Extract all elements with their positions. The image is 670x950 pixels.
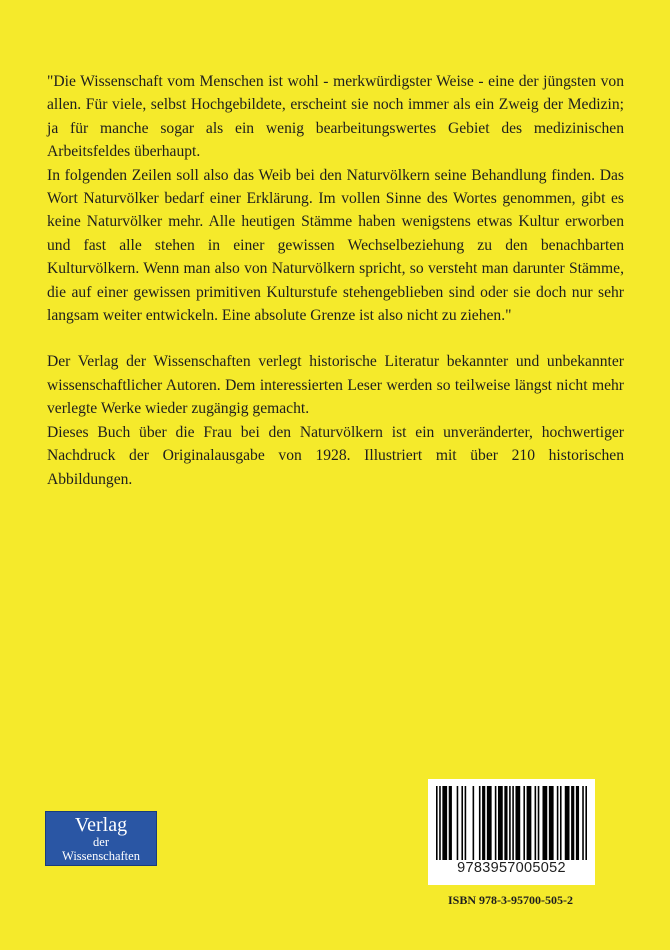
barcode-bar — [482, 786, 485, 860]
barcode-bar — [576, 786, 579, 860]
isbn-text: ISBN 978-3-95700-505-2 — [448, 893, 573, 907]
barcode-bar — [465, 786, 467, 860]
barcode-bar — [487, 786, 492, 860]
barcode-bar — [549, 786, 554, 860]
barcode-bar — [523, 786, 525, 860]
barcode-bar — [495, 786, 497, 860]
barcode-bar — [542, 786, 547, 860]
barcode-bar — [535, 786, 537, 860]
logo-line-verlag: Verlag — [74, 814, 128, 836]
logo-line-der: der — [93, 835, 109, 849]
back-cover-blurb — [47, 70, 624, 491]
barcode-bar — [515, 786, 520, 860]
barcode-bar — [461, 786, 463, 860]
publisher-paragraph-1: Der Verlag der Wissenschaften verlegt historische Literatur bekannter und unbekannter wissenschaftlicher Autoren. Dem interessierten Leser werden so teilweise längst nicht mehr verlegte Werke wieder zugängig gemacht. — [47, 353, 624, 418]
barcode-bar — [442, 786, 447, 860]
barcode-bar — [479, 786, 481, 860]
barcode-bar — [449, 786, 452, 860]
barcode-bar — [571, 786, 574, 860]
barcode-bar — [538, 786, 540, 860]
barcode-bar — [557, 786, 559, 860]
barcode — [428, 779, 595, 885]
logo-line-wissenschaften: Wissenschaften — [62, 849, 140, 863]
barcode-bar — [439, 786, 441, 860]
barcode-number: 9783957005052 — [457, 860, 566, 876]
barcode-bar — [560, 786, 562, 860]
barcode-bar — [582, 786, 584, 860]
barcode-bar — [498, 786, 503, 860]
barcode-bar — [504, 786, 507, 860]
paragraph-gap — [47, 327, 624, 350]
barcode-bar — [509, 786, 511, 860]
publisher-logo — [45, 811, 157, 866]
barcode-bar — [527, 786, 532, 860]
barcode-bar — [512, 786, 514, 860]
barcode-bar — [436, 786, 438, 860]
publisher-paragraph-2: Dieses Buch über die Frau bei den Naturvölkern ist ein unveränderter, hochwertiger Nachdruck der Originalausgabe von 1928. Illustriert mit über 210 historischen Abbildungen. — [47, 423, 624, 488]
barcode-bar — [457, 786, 459, 860]
barcode-bar — [565, 786, 570, 860]
quote-paragraph-2: In folgenden Zeilen soll also das Weib bei den Naturvölkern seine Behandlung finden. Das Wort Naturvölker bedarf einer Erklärung. Im vollen Sinne des Wortes genommen, gibt es keine Naturvölker mehr. Alle heutigen Stämme haben wenigstens etwas Kultur erworben und fast alle stehen in einer gewissen Wechselbeziehung zu den benachbarten Kulturvölkern. Wenn man also von Naturvölkern spricht, so versteht man darunter Stämme, die auf einer gewissen primitiven Kulturstufe stehengeblieben sind oder sie doch nur sehr langsam weiter entwickeln. Eine absolute Grenze ist also nicht zu ziehen." — [47, 166, 624, 325]
barcode-bar — [585, 786, 587, 860]
barcode-bar — [473, 786, 475, 860]
barcode-bars — [436, 786, 587, 860]
quote-paragraph-1: "Die Wissenschaft vom Menschen ist wohl - merkwürdigster Weise - eine der jüngsten von allen. Für viele, selbst Hochgebildete, erscheint sie noch immer als ein Zweig der Medizin; ja für manche sogar als ein wenig bearbeitungswertes Gebiet des medizinischen Arbeitsfeldes überhaupt. — [47, 73, 624, 161]
